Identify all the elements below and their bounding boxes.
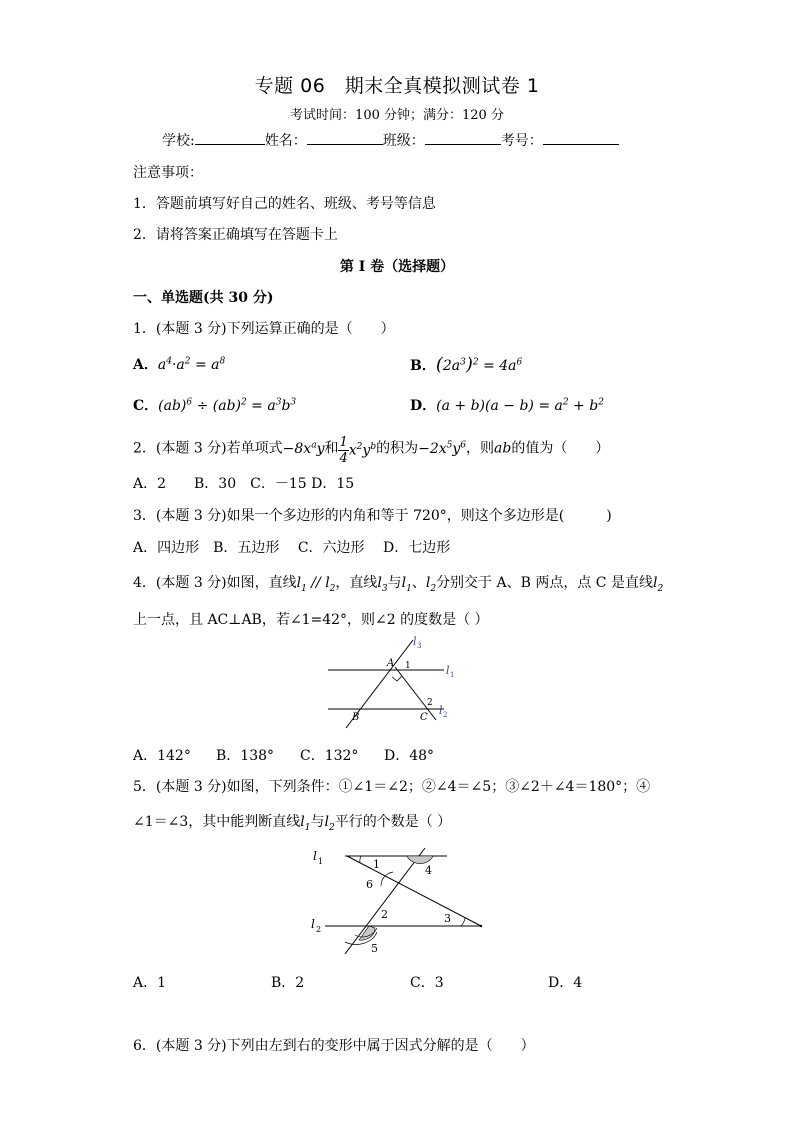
q5-angle-2: 2 <box>381 908 388 921</box>
school-blank[interactable] <box>195 130 265 145</box>
q5-angle-3: 3 <box>444 912 451 925</box>
q5-option-c[interactable]: C．3 <box>410 975 444 991</box>
q5-figure <box>305 842 495 958</box>
section-title: 第 I 卷（选择题） <box>339 259 455 275</box>
q2-monomial-1: $-8x^ay$ <box>282 440 325 457</box>
name-label: 姓名： <box>264 133 307 149</box>
page-title: 专题 06 期末全真模拟测试卷 1 <box>254 75 540 97</box>
q1-option-a[interactable]: A．$a^4\cdot a^2 = a^8$ <box>133 356 226 373</box>
notes-heading: 注意事项： <box>133 165 203 181</box>
q5-transversal-2 <box>345 848 425 954</box>
q2-product: $-2x^5y^6$ <box>418 440 467 457</box>
q5-angle-1-arc <box>360 856 361 863</box>
svg-text:2: 2 <box>443 711 448 719</box>
q4-label-c: C <box>420 712 428 723</box>
q5-label-l2: l <box>311 917 315 931</box>
q2-stem: 2．(本题 3 分)若单项式$-8x^ay$和 $\frac{1}{4}$ $x^2y^b$的积为$-2x^5y^6$，则ab的值为（ ） <box>133 428 609 467</box>
class-label: 班级： <box>382 133 425 149</box>
q5-label-l1: l <box>313 849 317 863</box>
name-blank[interactable] <box>307 130 383 145</box>
svg-text:2: 2 <box>316 925 322 934</box>
q4-option-c[interactable]: C．132° <box>300 748 359 764</box>
q4-line-ac <box>395 667 436 720</box>
q2-ab: ab <box>494 440 512 457</box>
q4-option-b[interactable]: B．138° <box>216 748 275 764</box>
class-blank[interactable] <box>425 130 501 145</box>
q4-stem-line1: 4．(本题 3 分)如图，直线$l_1 // l_2$，直线$l_3$与$l_1$、$l_2$分别交于 A、B 两点，点 C 是直线$l_2$ <box>133 575 664 594</box>
q4-stem-line2: 上一点，且 AC⊥AB，若∠1=42°，则∠2 的度数是（ ） <box>133 612 489 628</box>
q5-option-a[interactable]: A．1 <box>133 975 167 991</box>
notes-item-2: 2．请将答案正确填写在答题卡上 <box>133 227 338 243</box>
q5-angle-5: 5 <box>371 942 378 955</box>
q1-option-b-expr: $(2a^3)^2 = 4a^6$ <box>435 354 523 375</box>
number-label: 考号： <box>500 133 543 149</box>
q4-label-l3: l <box>413 635 417 648</box>
q5-angle-4-arc <box>407 856 433 864</box>
q4-option-d[interactable]: D．48° <box>384 748 435 764</box>
q4-figure <box>320 632 460 730</box>
q1-option-b[interactable]: B．$(2a^3)^2 = 4a^6$ <box>410 354 523 375</box>
q4-right-angle-mark <box>392 676 402 681</box>
q4-label-l1: l <box>446 664 450 677</box>
q5-stem-line2: ∠1＝∠3，其中能判断直线$l_1$与$l_2$平行的个数是（ ） <box>133 814 452 833</box>
student-info-line <box>162 130 619 150</box>
svg-text:3: 3 <box>417 642 422 650</box>
svg-text:1: 1 <box>450 671 455 679</box>
q3-options[interactable]: A．四边形 B．五边形 C．六边形 D．七边形 <box>133 540 451 556</box>
q5-angle-4: 4 <box>425 864 432 877</box>
q1-option-a-expr: $a^4\cdot a^2 = a^8$ <box>157 356 226 373</box>
q5-option-d[interactable]: D．4 <box>548 975 583 991</box>
q4-label-a: A <box>387 658 395 669</box>
q1-option-d[interactable]: D．$(a + b)(a - b) = a^2 + b^2$ <box>410 397 604 414</box>
q1-option-d-expr: $(a + b)(a - b) = a^2 + b^2$ <box>436 397 604 414</box>
q5-angle-6: 6 <box>366 878 373 891</box>
q4-label-b: B <box>352 712 360 723</box>
q5-transversal-1 <box>347 856 481 926</box>
q1-stem: 1．(本题 3 分)下列运算正确的是（ ） <box>133 321 395 337</box>
exam-meta: 考试时间：100 分钟；满分：120 分 <box>290 108 504 123</box>
number-blank[interactable] <box>543 130 619 145</box>
q5-option-b[interactable]: B．2 <box>271 975 305 991</box>
q1-option-c[interactable]: C．$(ab)^6 \div (ab)^2 = a^3b^3$ <box>133 397 297 414</box>
q4-angle-1: 1 <box>405 661 411 671</box>
q4-angle-2: 2 <box>427 698 433 708</box>
q6-stem: 6．(本题 3 分)下列由左到右的变形中属于因式分解的是（ ） <box>133 1038 535 1054</box>
q2-monomial-2: $\frac{1}{4}$ $x^2y^b$ <box>339 434 377 466</box>
svg-text:1: 1 <box>318 857 324 866</box>
q3-stem: 3．(本题 3 分)如果一个多边形的内角和等于 720°，则这个多边形是( ) <box>133 508 612 524</box>
q4-option-a[interactable]: A．142° <box>133 748 191 764</box>
q5-angle-1: 1 <box>373 858 380 871</box>
school-label: 学校: <box>162 133 195 149</box>
notes-item-1: 1．答题前填写好自己的姓名、班级、考号等信息 <box>133 196 436 212</box>
part-title: 一、单选题(共 30 分) <box>133 290 274 306</box>
q2-options[interactable]: A．2 B．30 C．－15 D．15 <box>133 476 355 492</box>
q1-option-c-expr: $(ab)^6 \div (ab)^2 = a^3b^3$ <box>158 397 297 414</box>
q4-label-l2: l <box>439 704 443 717</box>
q5-angle-3-arc <box>461 918 465 926</box>
q5-stem-line1: 5．(本题 3 分)如图，下列条件：①∠1＝∠2；②∠4＝∠5；③∠2＋∠4＝180°；④ <box>133 779 651 795</box>
